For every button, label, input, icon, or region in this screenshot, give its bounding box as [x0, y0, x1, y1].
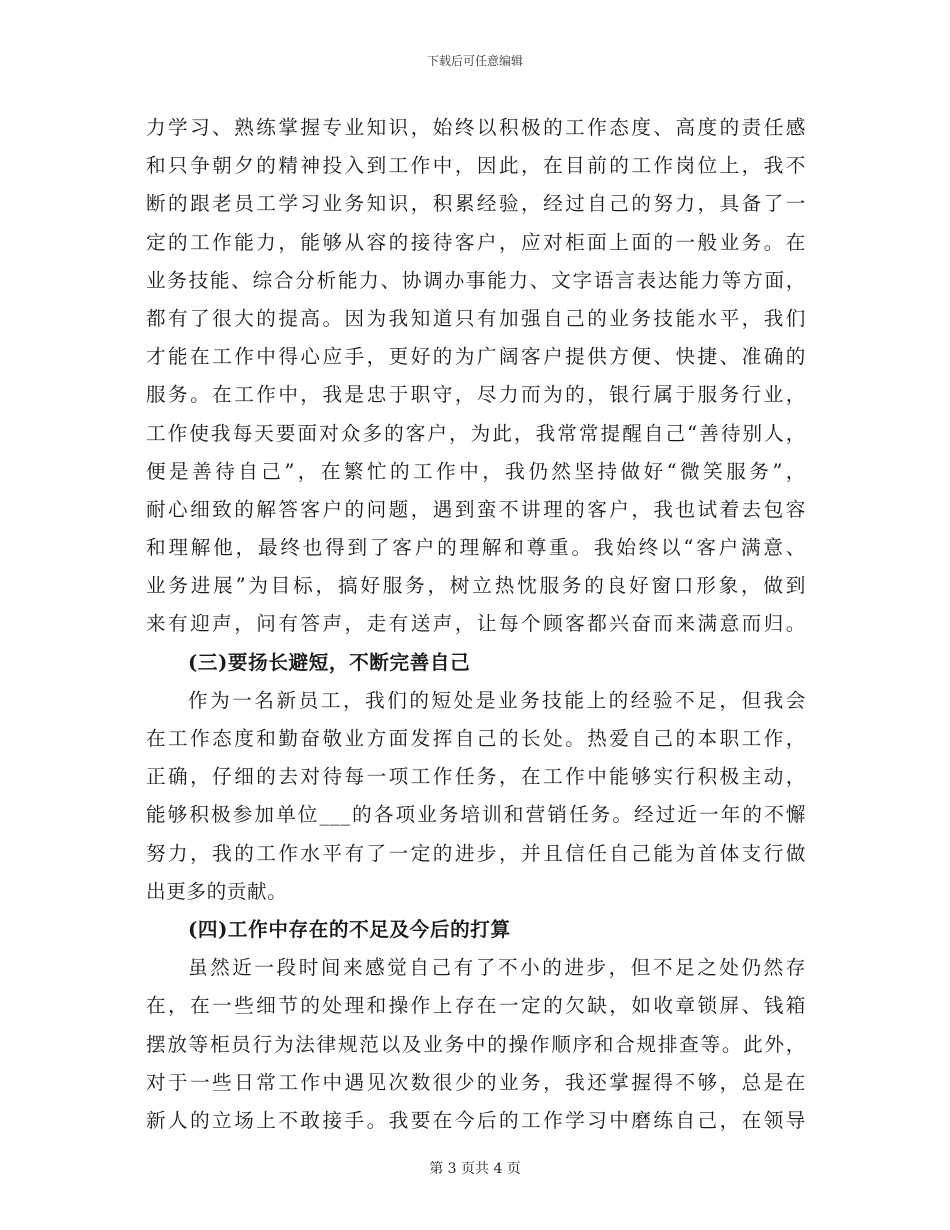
- body-line: 业务进展”为目标，搞好服务，树立热忱服务的良好窗口形象，做到: [146, 574, 806, 598]
- body-line: 服务。在工作中，我是忠于职守，尽力而为的，银行属于服务行业，: [146, 383, 806, 407]
- body-line: 虽然近一段时间来感觉自己有了不小的进步，但不足之处仍然存: [188, 956, 806, 980]
- page-header: 下载后可任意编辑: [426, 54, 523, 68]
- body-line: 力学习、熟练掌握专业知识，始终以积极的工作态度、高度的责任感: [146, 116, 806, 139]
- section-heading: (三)要扬长避短，不断完善自己: [188, 650, 471, 674]
- body-line: 出更多的贡献。: [146, 879, 288, 903]
- body-line: 和理解他，最终也得到了客户的理解和尊重。我始终以“客户满意、: [146, 536, 806, 560]
- body-line: 耐心细致的解答客户的问题，遇到蛮不讲理的客户，我也试着去包容: [146, 497, 806, 521]
- body-line: 正确，仔细的去对待每一项工作任务，在工作中能够实行积极主动，: [146, 765, 806, 789]
- body-line: 努力，我的工作水平有了一定的进步，并且信任自己能为首体支行做: [146, 841, 806, 865]
- body-line: 对于一些日常工作中遇见次数很少的业务，我还掌握得不够，总是在: [146, 1070, 806, 1094]
- body-line: 都有了很大的提高。因为我知道只有加强自己的业务技能水平，我们: [146, 306, 806, 330]
- body-line: 在工作态度和勤奋敬业方面发挥自己的长处。热爱自己的本职工作，: [146, 727, 806, 750]
- page-footer: 第 3 页共 4 页: [429, 1161, 521, 1177]
- body-line: 断的跟老员工学习业务知识，积累经验，经过自己的努力，具备了一: [146, 192, 806, 216]
- body-line: 定的工作能力，能够从容的接待客户，应对柜面上面的一般业务。在: [146, 230, 806, 254]
- body-line: 摆放等柜员行为法律规范以及业务中的操作顺序和合规排查等。此外，: [146, 1032, 806, 1056]
- body-line: 作为一名新员工，我们的短处是业务技能上的经验不足，但我会: [188, 688, 806, 712]
- section-heading: (四)工作中存在的不足及今后的打算: [188, 917, 511, 941]
- body-line: 工作使我每天要面对众多的客户，为此，我常常提醒自己“善待别人，: [146, 421, 806, 445]
- body-line: 在，在一些细节的处理和操作上存在一定的欠缺，如收章锁屏、钱箱: [146, 994, 806, 1018]
- body-line: 来有迎声，问有答声，走有送声，让每个顾客都兴奋而来满意而归。: [146, 612, 806, 636]
- body-line: 才能在工作中得心应手，更好的为广阔客户提供方便、快捷、准确的: [146, 345, 806, 369]
- body-line: 业务技能、综合分析能力、协调办事能力、文字语言表达能力等方面，: [146, 268, 806, 292]
- document-body: [146, 109, 806, 1140]
- body-line: 新人的立场上不敢接手。我要在今后的工作学习中磨练自己，在领导: [146, 1108, 806, 1132]
- body-line: 和只争朝夕的精神投入到工作中，因此，在目前的工作岗位上，我不: [146, 154, 806, 178]
- body-line: 便是善待自己”，在繁忙的工作中，我仍然坚持做好“微笑服务”，: [146, 459, 806, 483]
- body-line: 能够积极参加单位___的各项业务培训和营销任务。经过近一年的不懈: [146, 803, 806, 827]
